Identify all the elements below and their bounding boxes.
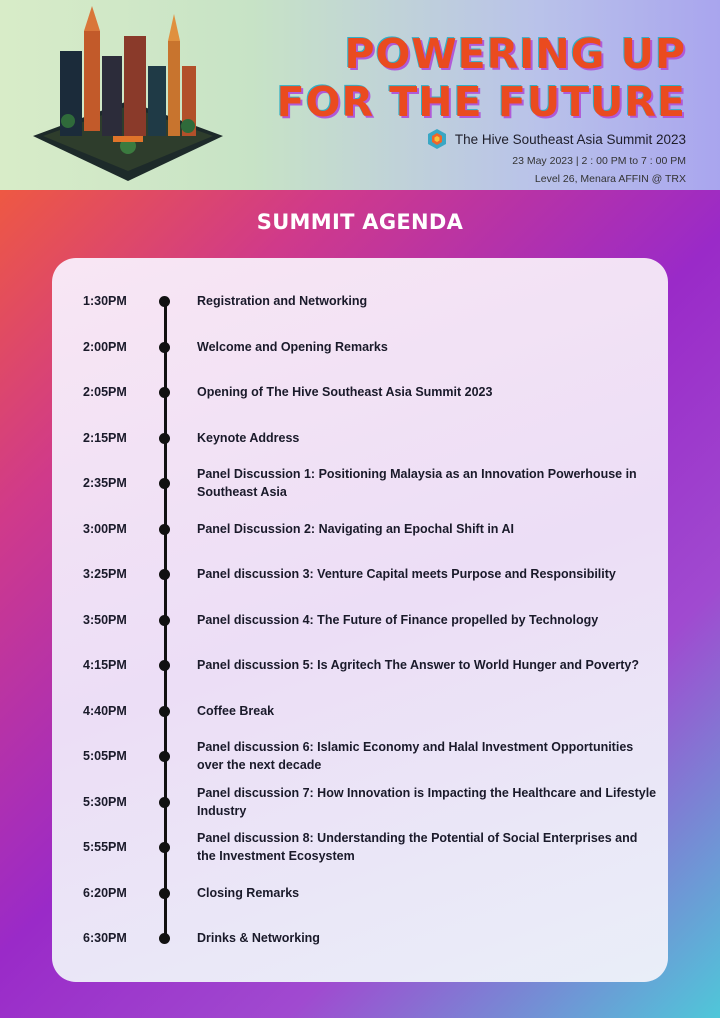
- timeline-dot: [159, 296, 170, 307]
- agenda-time: 4:15PM: [83, 658, 127, 672]
- hive-hexagon-icon: [427, 128, 447, 150]
- agenda-heading: SUMMIT AGENDA: [256, 210, 464, 234]
- agenda-time: 5:55PM: [83, 840, 127, 854]
- timeline-dot: [159, 888, 170, 899]
- agenda-time: 5:05PM: [83, 749, 127, 763]
- agenda-description: Coffee Break: [197, 704, 275, 718]
- timeline-dot: [159, 706, 170, 717]
- timeline-dot: [159, 751, 170, 762]
- agenda-item: [52, 554, 668, 594]
- event-name-row: [427, 128, 686, 150]
- agenda-description: Registration and Networking: [197, 294, 368, 308]
- agenda-time: 2:05PM: [83, 385, 127, 399]
- agenda-time: 6:30PM: [83, 931, 127, 945]
- timeline-dot: [159, 933, 170, 944]
- timeline-dot: [159, 387, 170, 398]
- agenda-description: Welcome and Opening Remarks: [197, 340, 388, 354]
- agenda-time: 5:30PM: [83, 795, 127, 809]
- title-line-2: FOR THE FUTURE: [276, 78, 686, 126]
- agenda-description: Closing Remarks: [197, 886, 300, 900]
- agenda-item: [52, 918, 668, 958]
- timeline-dot: [159, 569, 170, 580]
- timeline-dot: [159, 478, 170, 489]
- timeline-dot: [159, 433, 170, 444]
- timeline-dot: [159, 524, 170, 535]
- timeline-dot: [159, 797, 170, 808]
- agenda-item: [52, 782, 668, 822]
- agenda-description: Panel discussion 6: Islamic Economy and Halal Investment Opportunities over the next decade: [197, 740, 634, 772]
- agenda-time: 3:00PM: [83, 522, 127, 536]
- agenda-time: 6:20PM: [83, 886, 127, 900]
- isometric-city-skyline-icon: [28, 6, 228, 186]
- timeline-dot: [159, 615, 170, 626]
- agenda-description: Panel discussion 8: Understanding the Potential of Social Enterprises and the Investment Ecosystem: [197, 831, 638, 863]
- agenda-time: 2:35PM: [83, 476, 127, 490]
- agenda-time: 2:00PM: [83, 340, 127, 354]
- agenda-item: [52, 736, 668, 776]
- agenda-description: Opening of The Hive Southeast Asia Summit 2023: [197, 385, 493, 399]
- agenda-description: Panel discussion 5: Is Agritech The Answer to World Hunger and Poverty?: [197, 658, 639, 672]
- agenda-item: [52, 827, 668, 867]
- agenda-item: [52, 691, 668, 731]
- agenda-description: Panel Discussion 2: Navigating an Epochal Shift in AI: [197, 522, 514, 536]
- agenda-item: [52, 509, 668, 549]
- agenda-item: [52, 463, 668, 503]
- timeline-dot: [159, 342, 170, 353]
- agenda-description: Panel Discussion 1: Positioning Malaysia as an Innovation Powerhouse in Southeast Asia: [197, 467, 637, 499]
- timeline-dot: [159, 660, 170, 671]
- agenda-description: Panel discussion 7: How Innovation is Impacting the Healthcare and Lifestyle Industry: [197, 786, 657, 818]
- agenda-description: Panel discussion 4: The Future of Finance propelled by Technology: [197, 613, 599, 627]
- agenda-time: 1:30PM: [83, 294, 127, 308]
- agenda-item: [52, 418, 668, 458]
- header-banner: [0, 0, 720, 190]
- agenda-item: [52, 600, 668, 640]
- agenda-item: [52, 281, 668, 321]
- agenda-description: Drinks & Networking: [197, 931, 320, 945]
- timeline-dot: [159, 842, 170, 853]
- event-venue: Level 26, Menara AFFIN @ TRX: [534, 173, 686, 185]
- event-info: [427, 128, 686, 186]
- agenda-item: [52, 645, 668, 685]
- agenda-item: [52, 327, 668, 367]
- agenda-item: [52, 873, 668, 913]
- agenda-item: [52, 372, 668, 412]
- event-date-time: 23 May 2023 | 2 : 00 PM to 7 : 00 PM: [512, 155, 686, 167]
- agenda-time: 3:50PM: [83, 613, 127, 627]
- agenda-time: 4:40PM: [83, 704, 127, 718]
- event-name: The Hive Southeast Asia Summit 2023: [454, 131, 686, 147]
- main-title: [277, 30, 686, 126]
- agenda-description: Keynote Address: [197, 431, 300, 445]
- agenda-description: Panel discussion 3: Venture Capital meets Purpose and Responsibility: [197, 567, 616, 581]
- agenda-time: 2:15PM: [83, 431, 127, 445]
- title-line-1: POWERING UP: [344, 30, 686, 78]
- agenda-time: 3:25PM: [83, 567, 127, 581]
